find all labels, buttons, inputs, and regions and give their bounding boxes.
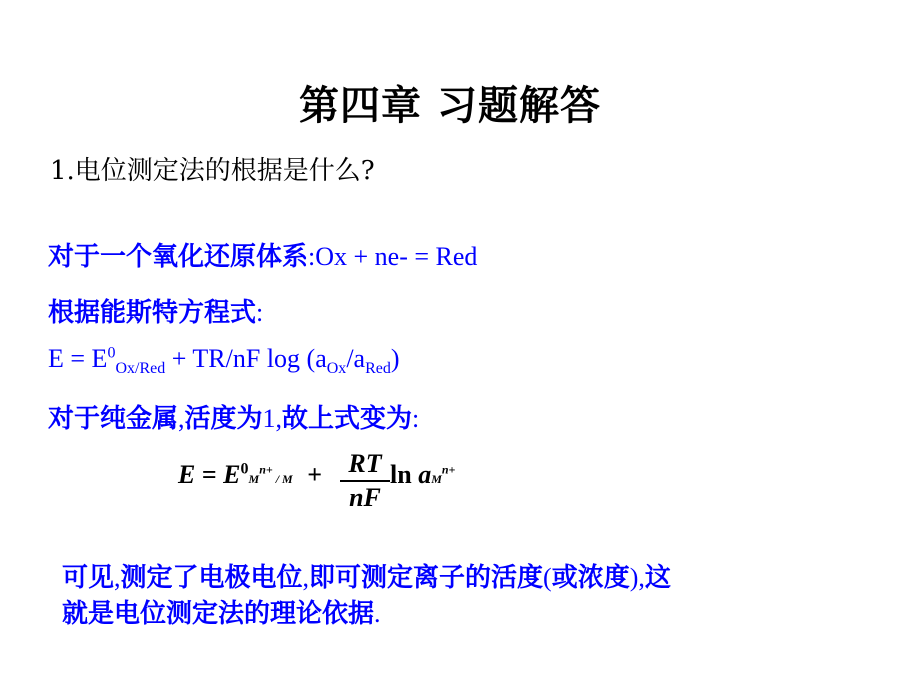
conclusion-seg-11: . (374, 599, 381, 628)
pure-metal-cjk3: 故上式变为 (282, 404, 413, 434)
eq-lhs: E (178, 460, 196, 489)
eq-sup0: 0 (240, 460, 249, 478)
formula-middle: + TR/nF log (a (165, 344, 327, 373)
fraction-bar (340, 480, 390, 482)
conclusion-seg-1: 可见 (62, 563, 115, 593)
line-nernst-formula (48, 344, 400, 378)
pure-metal-latin2: 1, (262, 404, 283, 433)
eq-sub-left: M (248, 472, 260, 486)
equation-fraction (340, 450, 390, 512)
fraction-denominator: nF (349, 483, 381, 512)
conclusion-seg-10: 就是电位测定法的理论依据 (62, 599, 375, 629)
nernst-colon: : (256, 298, 264, 327)
question-text: 1.电位测定法的根据是什么? (50, 156, 375, 186)
line-redox-system (48, 236, 477, 273)
conclusion-seg-7: 或浓度 (551, 563, 630, 593)
conclusion-seg-8: ), (629, 563, 645, 592)
eq-plus: + (307, 460, 323, 489)
eq-sub-right: M (431, 472, 442, 486)
eq-sub-right-sup: n+ (441, 462, 456, 477)
formula-sub1: Ox/Red (115, 360, 166, 378)
eq-ln: ln (390, 460, 412, 489)
formula-prefix: E = E (48, 344, 108, 373)
formula-sub2: Ox (326, 360, 347, 378)
pure-metal-cjk1: 对于纯金属 (48, 404, 179, 434)
redox-label: 对于一个氧化还原体系 (48, 242, 309, 272)
pure-metal-cjk2: 活度为 (184, 404, 263, 434)
conclusion-text (62, 560, 822, 632)
formula-slash: /a (346, 344, 366, 373)
formula-sup0: 0 (107, 344, 116, 362)
eq-e0: E (223, 460, 241, 489)
eq-equals: = (201, 460, 217, 489)
redox-equation: :Ox + ne- = Red (308, 242, 478, 271)
line-pure-metal (48, 398, 419, 435)
page-title: 第四章 习题解答 (299, 83, 601, 129)
eq-sub-left-sup: n+ (259, 462, 273, 477)
equation-left (178, 460, 322, 490)
conclusion-seg-9: 这 (644, 563, 671, 593)
line-nernst-label (48, 292, 263, 329)
conclusion-seg-5: 即可测定离子的活度 (309, 563, 544, 593)
conclusion-seg-4: , (302, 563, 310, 592)
equation-right (390, 460, 455, 490)
pure-metal-latin1: , (178, 404, 185, 433)
formula-end: ) (390, 344, 400, 373)
conclusion-seg-3: 测定了电极电位 (120, 563, 303, 593)
fraction-numerator: RT (348, 449, 382, 478)
eq-a: a (418, 460, 432, 489)
eq-sub-mid: / M (272, 472, 293, 486)
conclusion-seg-6: ( (543, 563, 552, 592)
pure-metal-latin3: : (412, 404, 420, 433)
nernst-label: 根据能斯特方程式 (48, 298, 257, 328)
conclusion-seg-2: , (114, 563, 121, 592)
formula-sub3: Red (365, 360, 391, 378)
